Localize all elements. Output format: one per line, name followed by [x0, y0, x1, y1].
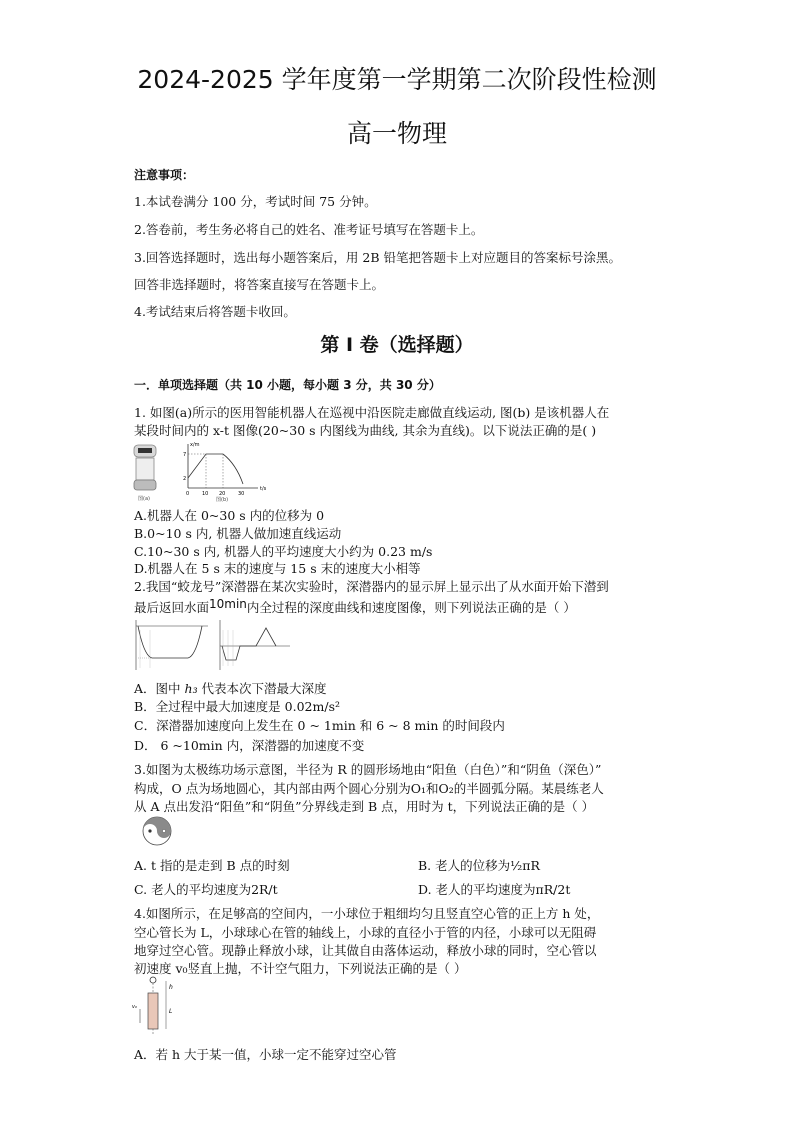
- fig-a-caption: 图(a): [138, 496, 150, 502]
- q2-stem-part2: 内全过程的深度曲线和速度图像，则下列说法正确的是（ ）: [246, 600, 576, 615]
- q2-stem-line1: 2.我国“蛟龙号”深潜器在某次实验时，深潜器内的显示屏上显示出了从水面开始下潜到: [134, 579, 609, 594]
- axis-x-label: t/s: [260, 486, 267, 492]
- notice-heading: 注意事项：: [134, 168, 195, 182]
- tick-x-20: 20: [219, 491, 226, 497]
- q2-math-h3: h₃: [184, 681, 198, 696]
- q1-option-d: D.机器人在 5 s 末的速度与 15 s 末的速度大小相等: [134, 561, 421, 576]
- depth-graph: [136, 620, 208, 670]
- q3-option-c: C. 老人的平均速度为2R/t: [134, 882, 278, 897]
- q3-stem-line1: 3.如图为太极练功场示意图，半径为 R 的圆形场地由“阳鱼（白色）”和“阴鱼（深色）”: [134, 762, 602, 777]
- exam-title: 2024-2025 学年度第一学期第二次阶段性检测: [137, 65, 657, 94]
- q4-figure: [132, 975, 192, 1037]
- label-v0: v₀: [132, 1004, 137, 1010]
- q2-option-c: C．深潜器加速度向上发生在 0 ~ 1min 和 6 ~ 8 min 的时间段内: [134, 718, 505, 733]
- q2-option-b: B．全过程中最大加速度是 0.02m/s²: [134, 699, 340, 714]
- notice-item-4: 4.考试结束后将答题卡收回。: [134, 304, 296, 319]
- hollow-tube-shape: [148, 993, 158, 1029]
- tick-x-30: 30: [238, 491, 245, 497]
- q4-stem-line4: 初速度 v₀竖直上抛，不计空气阻力，下列说法正确的是（ ）: [134, 961, 467, 976]
- q1-stem-line2: 某段时间内的 x-t 图像(20~30 s 内图线为曲线, 其余为直线)。以下说法正确的是( ): [134, 423, 597, 438]
- tick-y-7: 7: [183, 452, 187, 458]
- q3-option-b: B. 老人的位移为½πR: [418, 858, 540, 873]
- q4-option-a: A．若 h 大于某一值，小球一定不能穿过空心管: [134, 1047, 397, 1062]
- section-heading: 一．单项选择题（共 10 小题，每小题 3 分，共 30 分）: [134, 378, 441, 392]
- q3-stem-line3: 从 A 点出发沿“阳鱼”和“阴鱼”分界线走到 B 点，用时为 t，下列说法正确的是（ ）: [134, 799, 595, 814]
- taiji-figure: [132, 815, 182, 847]
- label-L: L: [169, 1008, 173, 1015]
- notice-item-3-cont: 回答非选择题时，将答案直接写在答题卡上。: [134, 277, 385, 292]
- q2-math-accel: 0.02m/s²: [284, 699, 340, 714]
- q1-option-a: A.机器人在 0~30 s 内的位移为 0: [134, 508, 325, 523]
- q1-option-b: B.0~10 s 内, 机器人做加速直线运动: [134, 526, 342, 541]
- q2-stem-part1: 最后返回水面: [134, 600, 210, 615]
- tick-y-2: 2: [183, 476, 187, 482]
- q3-option-d: D. 老人的平均速度为πR/2t: [418, 882, 571, 897]
- fig-b-caption: 图(b): [216, 497, 229, 502]
- part-title: 第 I 卷（选择题）: [320, 334, 474, 356]
- q3-stem-line2: 构成，O 点为场地圆心，其内部由两个圆心分别为O₁和O₂的半圆弧分隔。某晨练老人: [134, 781, 604, 796]
- q3-option-a: A. t 指的是走到 B 点的时刻: [134, 858, 290, 873]
- axis-y-label: x/m: [190, 442, 200, 448]
- q2-math-range2: 6 ~ 8 min: [376, 718, 439, 733]
- q4-stem-line1: 4.如图所示，在足够高的空间内，一小球位于粗细均匀且竖直空心管的正上方 h 处，: [134, 906, 600, 921]
- q4-stem-line2: 空心管长为 L，小球球心在管的轴线上，小球的直径小于管的内径，小球可以无阻碍: [134, 925, 597, 940]
- label-h: h: [169, 984, 173, 991]
- q2-stem-line2: [134, 597, 576, 616]
- robot-illustration: [134, 445, 156, 490]
- q2-math-range1: 0 ~ 1min: [297, 718, 356, 733]
- tick-x-0: 0: [186, 491, 190, 497]
- q1-stem-line1: 1. 如图(a)所示的医用智能机器人在巡视中沿医院走廊做直线运动, 图(b) 是该机器人在: [134, 405, 610, 420]
- xt-graph: [183, 442, 267, 502]
- q1-figure: [128, 440, 278, 502]
- q2-option-d: D． 6 ~10min 内，深潜器的加速度不变: [134, 738, 365, 753]
- tick-x-10: 10: [202, 491, 209, 497]
- velocity-graph: [220, 620, 290, 670]
- ball-shape: [150, 977, 156, 983]
- notice-item-2: 2.答卷前，考生务必将自己的姓名、准考证号填写在答题卡上。: [134, 222, 484, 237]
- notice-item-3: 3.回答选择题时，选出每小题答案后，用 2B 铅笔把答题卡上对应题目的答案标号涂黑。: [134, 250, 622, 265]
- subject-title: 高一物理: [346, 119, 447, 148]
- q4-stem-line3: 地穿过空心管。现静止释放小球，让其做自由落体运动，释放小球的同时，空心管以: [134, 943, 597, 958]
- q2-option-a: A．图中 h₃ 代表本次下潜最大深度: [134, 681, 327, 696]
- q2-math-range3: 6 ~10min: [160, 738, 223, 753]
- q2-stem-duration: 10min: [209, 597, 247, 611]
- q1-option-c: C.10~30 s 内, 机器人的平均速度大小约为 0.23 m/s: [134, 544, 433, 559]
- q2-figure: [128, 616, 298, 672]
- notice-item-1: 1.本试卷满分 100 分，考试时间 75 分钟。: [134, 194, 377, 209]
